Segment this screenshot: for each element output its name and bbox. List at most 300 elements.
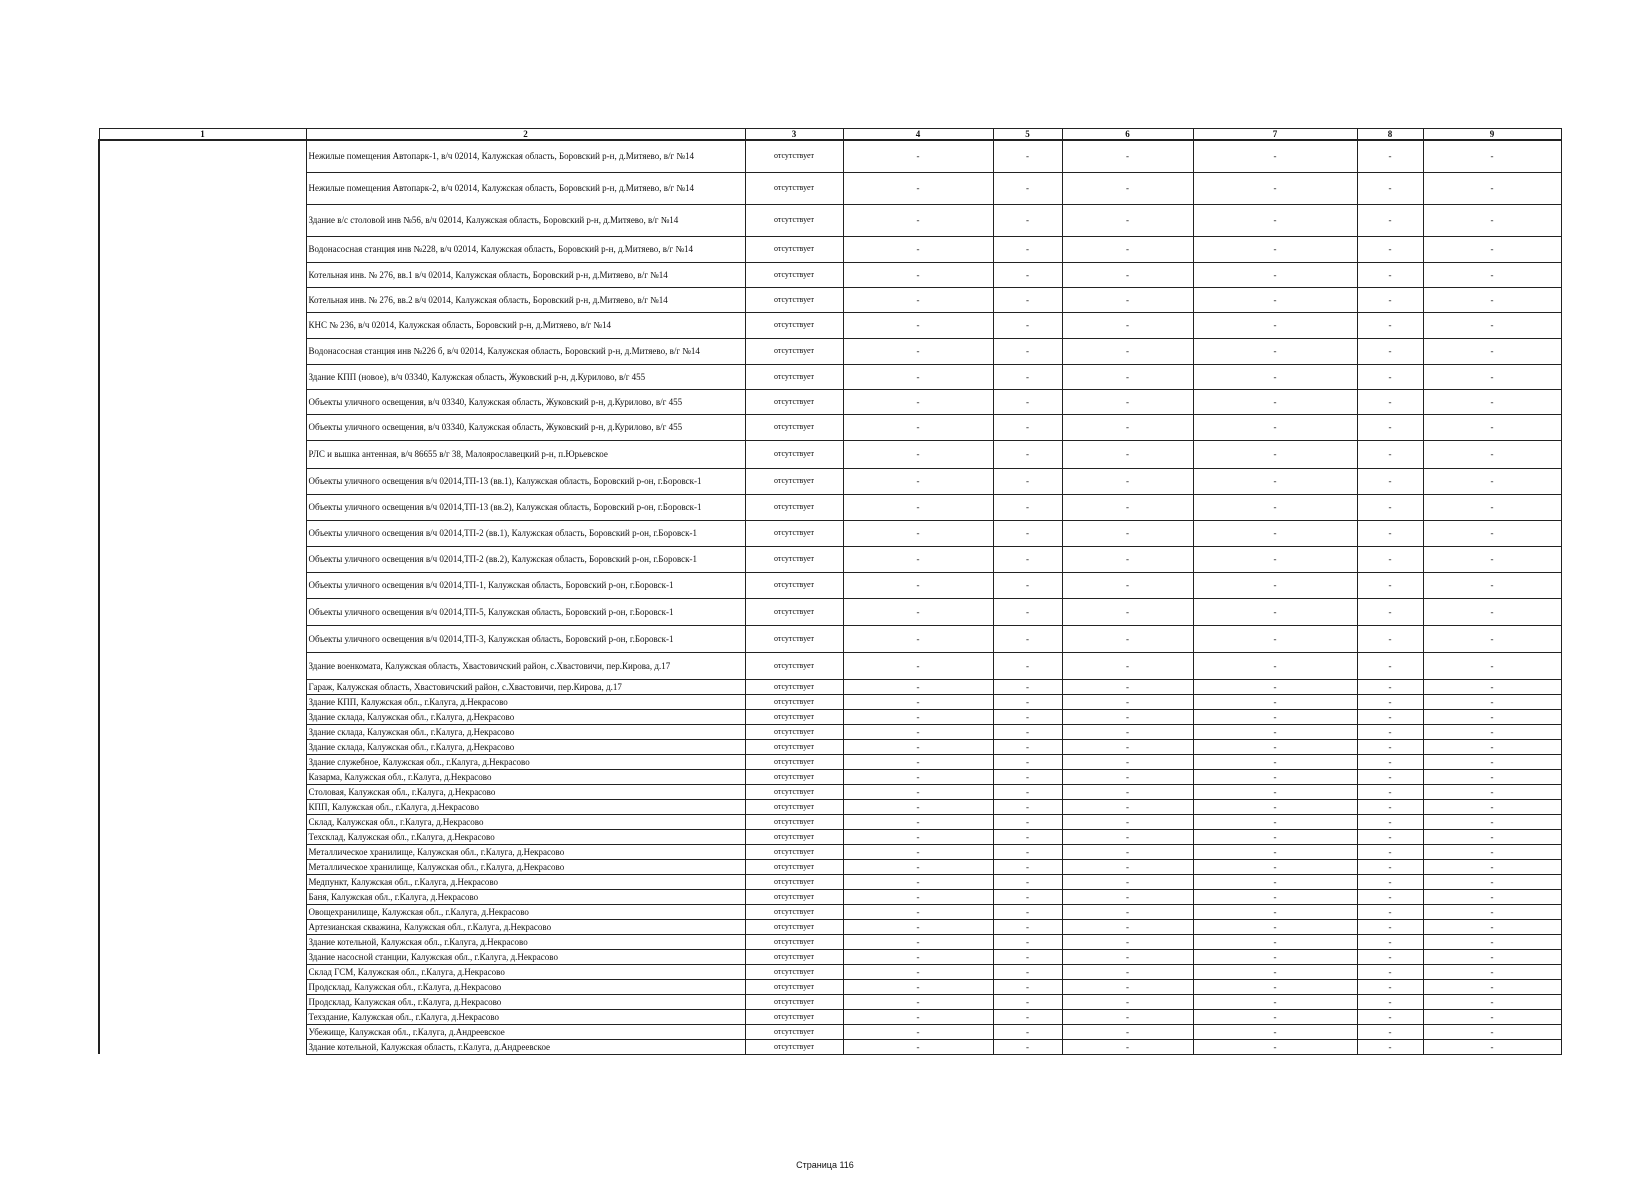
value-cell-col-8: - xyxy=(1357,964,1423,979)
object-name-cell: Объекты уличного освещения в/ч 02014,ТП-2 (вв.1), Калужская область, Боровский р-он, г.Боровск-1 xyxy=(306,520,745,546)
value-cell-col-8: - xyxy=(1357,1009,1423,1024)
object-name-cell: Здание котельной, Калужская область, г.Калуга, д.Андреевское xyxy=(306,1039,745,1054)
value-cell-col-6: - xyxy=(1062,414,1193,440)
value-cell-col-4: - xyxy=(843,874,993,889)
value-cell-col-4: - xyxy=(843,1024,993,1039)
table-row xyxy=(99,520,1561,546)
value-cell-col-9: - xyxy=(1423,312,1561,338)
status-cell: отсутствует xyxy=(745,287,843,312)
table-row xyxy=(99,964,1561,979)
value-cell-col-6: - xyxy=(1062,236,1193,262)
object-name-cell: Здание склада, Калужская обл., г.Калуга, д.Некрасово xyxy=(306,739,745,754)
value-cell-col-5: - xyxy=(993,494,1062,520)
value-cell-col-8: - xyxy=(1357,949,1423,964)
value-cell-col-7: - xyxy=(1193,287,1357,312)
value-cell-col-4: - xyxy=(843,799,993,814)
table-row xyxy=(99,874,1561,889)
value-cell-col-8: - xyxy=(1357,440,1423,468)
table-row xyxy=(99,769,1561,784)
table-row xyxy=(99,709,1561,724)
group-cell xyxy=(99,625,306,652)
table-row xyxy=(99,844,1561,859)
value-cell-col-5: - xyxy=(993,1039,1062,1054)
value-cell-col-4: - xyxy=(843,694,993,709)
value-cell-col-8: - xyxy=(1357,754,1423,769)
value-cell-col-7: - xyxy=(1193,904,1357,919)
object-name-cell: Техздание, Калужская обл., г.Калуга, д.Некрасово xyxy=(306,1009,745,1024)
value-cell-col-4: - xyxy=(843,440,993,468)
object-name-cell: Объекты уличного освещения в/ч 02014,ТП-13 (вв.1), Калужская область, Боровский р-он, г.Боровск-1 xyxy=(306,468,745,494)
value-cell-col-6: - xyxy=(1062,874,1193,889)
table-row xyxy=(99,1039,1561,1054)
value-cell-col-7: - xyxy=(1193,494,1357,520)
value-cell-col-6: - xyxy=(1062,572,1193,598)
value-cell-col-4: - xyxy=(843,949,993,964)
table-row xyxy=(99,829,1561,844)
value-cell-col-6: - xyxy=(1062,949,1193,964)
value-cell-col-7: - xyxy=(1193,312,1357,338)
value-cell-col-7: - xyxy=(1193,338,1357,364)
value-cell-col-6: - xyxy=(1062,694,1193,709)
table-row xyxy=(99,440,1561,468)
value-cell-col-6: - xyxy=(1062,364,1193,389)
value-cell-col-4: - xyxy=(843,919,993,934)
value-cell-col-7: - xyxy=(1193,520,1357,546)
status-cell: отсутствует xyxy=(745,994,843,1009)
status-cell: отсутствует xyxy=(745,625,843,652)
value-cell-col-9: - xyxy=(1423,724,1561,739)
value-cell-col-4: - xyxy=(843,652,993,679)
value-cell-col-6: - xyxy=(1062,799,1193,814)
object-name-cell: Техсклад, Калужская обл., г.Калуга, д.Некрасово xyxy=(306,829,745,844)
group-cell xyxy=(99,679,306,694)
value-cell-col-5: - xyxy=(993,338,1062,364)
value-cell-col-6: - xyxy=(1062,312,1193,338)
value-cell-col-6: - xyxy=(1062,994,1193,1009)
value-cell-col-5: - xyxy=(993,414,1062,440)
status-cell: отсутствует xyxy=(745,829,843,844)
table-row xyxy=(99,468,1561,494)
object-name-cell: Водонасосная станция инв №226 б, в/ч 02014, Калужская область, Боровский р-н, д.Митяево, в/г №14 xyxy=(306,338,745,364)
value-cell-col-6: - xyxy=(1062,520,1193,546)
value-cell-col-7: - xyxy=(1193,389,1357,414)
value-cell-col-4: - xyxy=(843,1009,993,1024)
status-cell: отсутствует xyxy=(745,979,843,994)
value-cell-col-8: - xyxy=(1357,625,1423,652)
value-cell-col-5: - xyxy=(993,949,1062,964)
group-cell xyxy=(99,1024,306,1039)
value-cell-col-5: - xyxy=(993,709,1062,724)
value-cell-col-6: - xyxy=(1062,724,1193,739)
value-cell-col-5: - xyxy=(993,440,1062,468)
value-cell-col-6: - xyxy=(1062,1039,1193,1054)
object-name-cell: Медпункт, Калужская обл., г.Калуга, д.Некрасово xyxy=(306,874,745,889)
group-cell xyxy=(99,934,306,949)
value-cell-col-7: - xyxy=(1193,829,1357,844)
value-cell-col-9: - xyxy=(1423,964,1561,979)
value-cell-col-9: - xyxy=(1423,934,1561,949)
object-name-cell: Водонасосная станция инв №228, в/ч 02014, Калужская область, Боровский р-н, д.Митяево, в/г №14 xyxy=(306,236,745,262)
group-cell xyxy=(99,140,306,172)
value-cell-col-8: - xyxy=(1357,262,1423,287)
column-header-8: 8 xyxy=(1357,129,1423,141)
table-row xyxy=(99,979,1561,994)
value-cell-col-9: - xyxy=(1423,844,1561,859)
value-cell-col-5: - xyxy=(993,829,1062,844)
value-cell-col-4: - xyxy=(843,709,993,724)
value-cell-col-7: - xyxy=(1193,1024,1357,1039)
object-name-cell: Продсклад, Калужская обл., г.Калуга, д.Некрасово xyxy=(306,994,745,1009)
value-cell-col-9: - xyxy=(1423,287,1561,312)
value-cell-col-7: - xyxy=(1193,724,1357,739)
value-cell-col-5: - xyxy=(993,889,1062,904)
value-cell-col-5: - xyxy=(993,814,1062,829)
value-cell-col-4: - xyxy=(843,520,993,546)
value-cell-col-9: - xyxy=(1423,829,1561,844)
column-header-9: 9 xyxy=(1423,129,1561,141)
value-cell-col-5: - xyxy=(993,389,1062,414)
value-cell-col-8: - xyxy=(1357,829,1423,844)
value-cell-col-7: - xyxy=(1193,679,1357,694)
object-name-cell: Нежилые помещения Автопарк-2, в/ч 02014, Калужская область, Боровский р-н, д.Митяево, в/г №14 xyxy=(306,172,745,204)
value-cell-col-6: - xyxy=(1062,784,1193,799)
object-name-cell: Казарма, Калужская обл., г.Калуга, д.Некрасово xyxy=(306,769,745,784)
value-cell-col-7: - xyxy=(1193,754,1357,769)
value-cell-col-7: - xyxy=(1193,625,1357,652)
value-cell-col-5: - xyxy=(993,904,1062,919)
value-cell-col-4: - xyxy=(843,598,993,625)
group-cell xyxy=(99,262,306,287)
value-cell-col-5: - xyxy=(993,140,1062,172)
value-cell-col-9: - xyxy=(1423,694,1561,709)
group-cell xyxy=(99,994,306,1009)
value-cell-col-4: - xyxy=(843,236,993,262)
value-cell-col-6: - xyxy=(1062,919,1193,934)
value-cell-col-6: - xyxy=(1062,904,1193,919)
object-name-cell: Объекты уличного освещения в/ч 02014,ТП-2 (вв.2), Калужская область, Боровский р-он, г.Боровск-1 xyxy=(306,546,745,572)
value-cell-col-8: - xyxy=(1357,140,1423,172)
value-cell-col-4: - xyxy=(843,754,993,769)
group-cell xyxy=(99,904,306,919)
status-cell: отсутствует xyxy=(745,934,843,949)
value-cell-col-6: - xyxy=(1062,598,1193,625)
value-cell-col-6: - xyxy=(1062,859,1193,874)
value-cell-col-7: - xyxy=(1193,236,1357,262)
value-cell-col-4: - xyxy=(843,994,993,1009)
group-cell xyxy=(99,546,306,572)
table-row xyxy=(99,140,1561,172)
value-cell-col-4: - xyxy=(843,829,993,844)
status-cell: отсутствует xyxy=(745,739,843,754)
value-cell-col-8: - xyxy=(1357,520,1423,546)
value-cell-col-4: - xyxy=(843,312,993,338)
page-number: Страница 116 xyxy=(796,1160,854,1170)
value-cell-col-9: - xyxy=(1423,140,1561,172)
value-cell-col-9: - xyxy=(1423,754,1561,769)
value-cell-col-5: - xyxy=(993,204,1062,236)
value-cell-col-8: - xyxy=(1357,546,1423,572)
value-cell-col-8: - xyxy=(1357,1039,1423,1054)
value-cell-col-8: - xyxy=(1357,979,1423,994)
status-cell: отсутствует xyxy=(745,904,843,919)
value-cell-col-4: - xyxy=(843,338,993,364)
table-row xyxy=(99,859,1561,874)
value-cell-col-6: - xyxy=(1062,262,1193,287)
status-cell: отсутствует xyxy=(745,236,843,262)
status-cell: отсутствует xyxy=(745,572,843,598)
value-cell-col-4: - xyxy=(843,262,993,287)
value-cell-col-7: - xyxy=(1193,1009,1357,1024)
object-name-cell: Здание КПП (новое), в/ч 03340, Калужская область, Жуковский р-н, д.Курилово, в/г 455 xyxy=(306,364,745,389)
value-cell-col-6: - xyxy=(1062,1009,1193,1024)
table-row xyxy=(99,287,1561,312)
value-cell-col-4: - xyxy=(843,625,993,652)
value-cell-col-7: - xyxy=(1193,468,1357,494)
value-cell-col-8: - xyxy=(1357,934,1423,949)
value-cell-col-7: - xyxy=(1193,949,1357,964)
value-cell-col-7: - xyxy=(1193,919,1357,934)
group-cell xyxy=(99,814,306,829)
value-cell-col-6: - xyxy=(1062,546,1193,572)
table-row xyxy=(99,784,1561,799)
group-cell xyxy=(99,389,306,414)
status-cell: отсутствует xyxy=(745,859,843,874)
table-row xyxy=(99,814,1561,829)
value-cell-col-4: - xyxy=(843,739,993,754)
value-cell-col-8: - xyxy=(1357,739,1423,754)
object-name-cell: Металлическое хранилище, Калужская обл., г.Калуга, д.Некрасово xyxy=(306,844,745,859)
group-cell xyxy=(99,440,306,468)
value-cell-col-9: - xyxy=(1423,440,1561,468)
header-row xyxy=(99,129,1561,141)
table-row xyxy=(99,799,1561,814)
status-cell: отсутствует xyxy=(745,494,843,520)
value-cell-col-4: - xyxy=(843,679,993,694)
value-cell-col-9: - xyxy=(1423,572,1561,598)
group-cell xyxy=(99,739,306,754)
value-cell-col-5: - xyxy=(993,874,1062,889)
group-cell xyxy=(99,494,306,520)
table-row xyxy=(99,572,1561,598)
table-row xyxy=(99,724,1561,739)
group-cell xyxy=(99,769,306,784)
group-cell xyxy=(99,979,306,994)
value-cell-col-8: - xyxy=(1357,172,1423,204)
value-cell-col-8: - xyxy=(1357,724,1423,739)
value-cell-col-8: - xyxy=(1357,312,1423,338)
value-cell-col-8: - xyxy=(1357,236,1423,262)
value-cell-col-4: - xyxy=(843,204,993,236)
table-row xyxy=(99,236,1561,262)
value-cell-col-7: - xyxy=(1193,874,1357,889)
status-cell: отсутствует xyxy=(745,799,843,814)
value-cell-col-9: - xyxy=(1423,979,1561,994)
object-name-cell: Здание КПП, Калужская обл., г.Калуга, д.Некрасово xyxy=(306,694,745,709)
value-cell-col-9: - xyxy=(1423,598,1561,625)
value-cell-col-8: - xyxy=(1357,904,1423,919)
value-cell-col-5: - xyxy=(993,694,1062,709)
value-cell-col-5: - xyxy=(993,364,1062,389)
value-cell-col-6: - xyxy=(1062,140,1193,172)
value-cell-col-7: - xyxy=(1193,784,1357,799)
group-cell xyxy=(99,1009,306,1024)
group-cell xyxy=(99,754,306,769)
value-cell-col-4: - xyxy=(843,364,993,389)
value-cell-col-9: - xyxy=(1423,1024,1561,1039)
value-cell-col-9: - xyxy=(1423,904,1561,919)
value-cell-col-5: - xyxy=(993,994,1062,1009)
object-name-cell: Объекты уличного освещения в/ч 02014,ТП-13 (вв.2), Калужская область, Боровский р-он, г.Боровск-1 xyxy=(306,494,745,520)
group-cell xyxy=(99,312,306,338)
status-cell: отсутствует xyxy=(745,546,843,572)
object-name-cell: Продсклад, Калужская обл., г.Калуга, д.Некрасово xyxy=(306,979,745,994)
value-cell-col-7: - xyxy=(1193,889,1357,904)
group-cell xyxy=(99,598,306,625)
object-name-cell: Нежилые помещения Автопарк-1, в/ч 02014, Калужская область, Боровский р-н, д.Митяево, в/г №14 xyxy=(306,140,745,172)
value-cell-col-9: - xyxy=(1423,679,1561,694)
object-name-cell: Здание склада, Калужская обл., г.Калуга, д.Некрасово xyxy=(306,709,745,724)
value-cell-col-6: - xyxy=(1062,964,1193,979)
value-cell-col-9: - xyxy=(1423,172,1561,204)
value-cell-col-6: - xyxy=(1062,389,1193,414)
value-cell-col-8: - xyxy=(1357,364,1423,389)
value-cell-col-5: - xyxy=(993,739,1062,754)
status-cell: отсутствует xyxy=(745,1039,843,1054)
value-cell-col-5: - xyxy=(993,236,1062,262)
column-header-4: 4 xyxy=(843,129,993,141)
table-row xyxy=(99,754,1561,769)
table-row xyxy=(99,625,1561,652)
status-cell: отсутствует xyxy=(745,709,843,724)
value-cell-col-9: - xyxy=(1423,784,1561,799)
value-cell-col-6: - xyxy=(1062,287,1193,312)
value-cell-col-9: - xyxy=(1423,949,1561,964)
value-cell-col-6: - xyxy=(1062,204,1193,236)
value-cell-col-9: - xyxy=(1423,338,1561,364)
object-name-cell: Столовая, Калужская обл., г.Калуга, д.Некрасово xyxy=(306,784,745,799)
value-cell-col-9: - xyxy=(1423,468,1561,494)
table-row xyxy=(99,679,1561,694)
value-cell-col-5: - xyxy=(993,784,1062,799)
value-cell-col-5: - xyxy=(993,934,1062,949)
value-cell-col-4: - xyxy=(843,844,993,859)
object-name-cell: Металлическое хранилище, Калужская обл., г.Калуга, д.Некрасово xyxy=(306,859,745,874)
status-cell: отсутствует xyxy=(745,1009,843,1024)
value-cell-col-5: - xyxy=(993,724,1062,739)
group-cell xyxy=(99,364,306,389)
status-cell: отсутствует xyxy=(745,844,843,859)
value-cell-col-9: - xyxy=(1423,652,1561,679)
value-cell-col-9: - xyxy=(1423,994,1561,1009)
value-cell-col-5: - xyxy=(993,844,1062,859)
value-cell-col-7: - xyxy=(1193,694,1357,709)
column-header-7: 7 xyxy=(1193,129,1357,141)
table-row xyxy=(99,598,1561,625)
object-name-cell: Здание склада, Калужская обл., г.Калуга, д.Некрасово xyxy=(306,724,745,739)
value-cell-col-8: - xyxy=(1357,919,1423,934)
value-cell-col-8: - xyxy=(1357,709,1423,724)
value-cell-col-9: - xyxy=(1423,236,1561,262)
object-name-cell: Котельная инв. № 276, вв.1 в/ч 02014, Калужская область, Боровский р-н, д.Митяево, в/г №14 xyxy=(306,262,745,287)
value-cell-col-6: - xyxy=(1062,829,1193,844)
value-cell-col-8: - xyxy=(1357,338,1423,364)
table-row xyxy=(99,994,1561,1009)
value-cell-col-7: - xyxy=(1193,546,1357,572)
status-cell: отсутствует xyxy=(745,874,843,889)
value-cell-col-6: - xyxy=(1062,468,1193,494)
group-cell xyxy=(99,724,306,739)
status-cell: отсутствует xyxy=(745,889,843,904)
value-cell-col-7: - xyxy=(1193,414,1357,440)
group-cell xyxy=(99,172,306,204)
value-cell-col-6: - xyxy=(1062,679,1193,694)
object-name-cell: Объекты уличного освещения в/ч 02014,ТП-3, Калужская область, Боровский р-он, г.Боровск-1 xyxy=(306,625,745,652)
value-cell-col-6: - xyxy=(1062,652,1193,679)
group-cell xyxy=(99,468,306,494)
value-cell-col-8: - xyxy=(1357,814,1423,829)
group-cell xyxy=(99,414,306,440)
group-cell xyxy=(99,964,306,979)
status-cell: отсутствует xyxy=(745,338,843,364)
value-cell-col-9: - xyxy=(1423,262,1561,287)
value-cell-col-4: - xyxy=(843,724,993,739)
value-cell-col-8: - xyxy=(1357,1024,1423,1039)
value-cell-col-7: - xyxy=(1193,440,1357,468)
group-cell xyxy=(99,520,306,546)
table-row xyxy=(99,919,1561,934)
table-row xyxy=(99,1024,1561,1039)
value-cell-col-6: - xyxy=(1062,889,1193,904)
object-name-cell: Объекты уличного освещения в/ч 02014,ТП-5, Калужская область, Боровский р-он, г.Боровск-1 xyxy=(306,598,745,625)
object-name-cell: КНС № 236, в/ч 02014, Калужская область, Боровский р-н, д.Митяево, в/г №14 xyxy=(306,312,745,338)
value-cell-col-4: - xyxy=(843,904,993,919)
object-name-cell: Гараж, Калужская область, Хвастовичский район, с.Хвастовичи, пер.Кирова, д.17 xyxy=(306,679,745,694)
value-cell-col-6: - xyxy=(1062,709,1193,724)
value-cell-col-4: - xyxy=(843,287,993,312)
value-cell-col-5: - xyxy=(993,1009,1062,1024)
group-cell xyxy=(99,889,306,904)
value-cell-col-8: - xyxy=(1357,874,1423,889)
table-row xyxy=(99,414,1561,440)
value-cell-col-5: - xyxy=(993,312,1062,338)
value-cell-col-7: - xyxy=(1193,799,1357,814)
value-cell-col-5: - xyxy=(993,172,1062,204)
group-cell xyxy=(99,874,306,889)
table-row xyxy=(99,546,1561,572)
value-cell-col-7: - xyxy=(1193,844,1357,859)
value-cell-col-4: - xyxy=(843,889,993,904)
object-name-cell: Убежище, Калужская обл., г.Калуга, д.Андреевское xyxy=(306,1024,745,1039)
group-cell xyxy=(99,709,306,724)
table-row xyxy=(99,949,1561,964)
value-cell-col-5: - xyxy=(993,625,1062,652)
status-cell: отсутствует xyxy=(745,652,843,679)
value-cell-col-8: - xyxy=(1357,889,1423,904)
value-cell-col-7: - xyxy=(1193,652,1357,679)
value-cell-col-6: - xyxy=(1062,754,1193,769)
status-cell: отсутствует xyxy=(745,364,843,389)
value-cell-col-9: - xyxy=(1423,799,1561,814)
value-cell-col-8: - xyxy=(1357,769,1423,784)
object-name-cell: Здание насосной станции, Калужская обл., г.Калуга, д.Некрасово xyxy=(306,949,745,964)
value-cell-col-9: - xyxy=(1423,204,1561,236)
object-name-cell: Объекты уличного освещения, в/ч 03340, Калужская область, Жуковский р-н, д.Курилово, в/г 455 xyxy=(306,389,745,414)
object-name-cell: Здание служебное, Калужская обл., г.Калуга, д.Некрасово xyxy=(306,754,745,769)
value-cell-col-5: - xyxy=(993,679,1062,694)
table-row xyxy=(99,889,1561,904)
value-cell-col-9: - xyxy=(1423,889,1561,904)
value-cell-col-9: - xyxy=(1423,709,1561,724)
